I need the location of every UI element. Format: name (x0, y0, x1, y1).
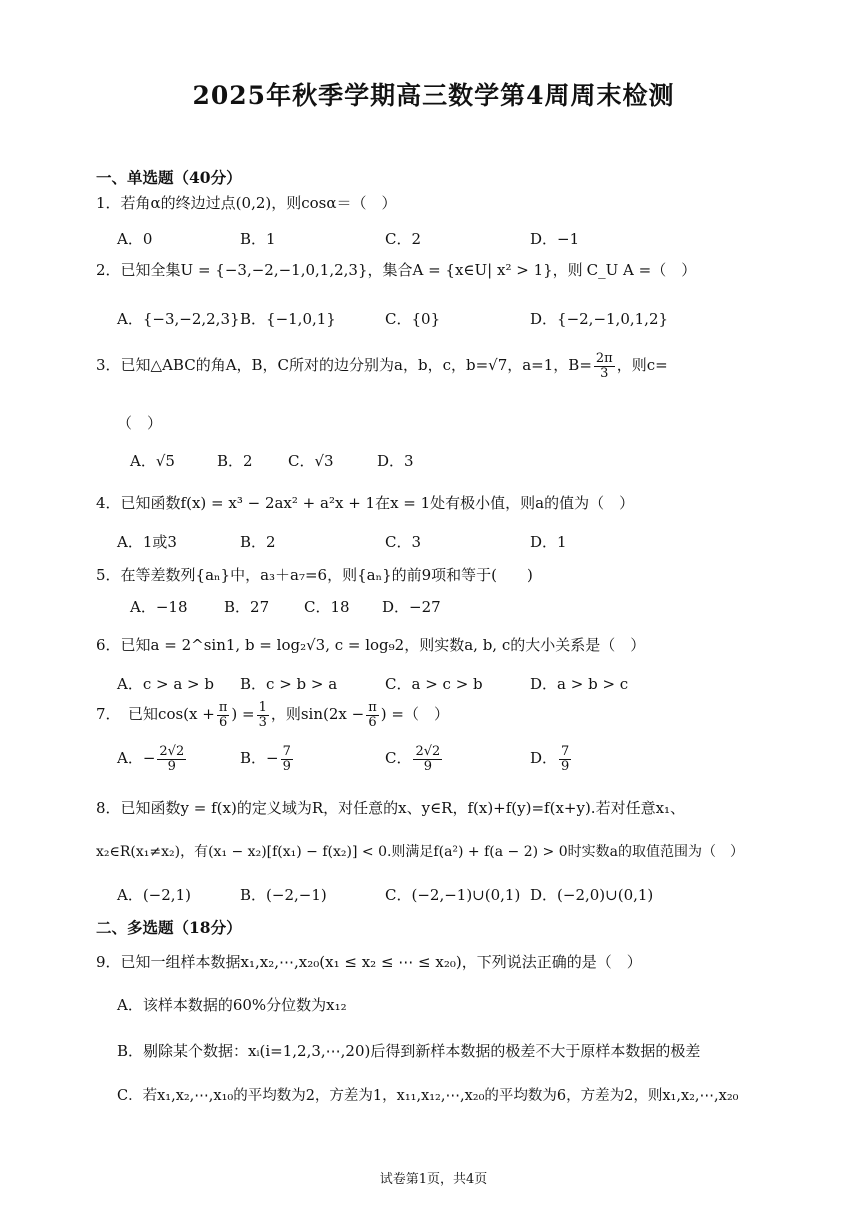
question-7-option-d-numerator: 7 (561, 744, 570, 759)
question-7-option-b-numerator: 7 (282, 744, 291, 759)
question-7-stem-b: ) = (231, 705, 255, 724)
question-8-option-c: C．(−2,−1)∪(0,1) (385, 886, 521, 904)
question-7-option-b (240, 745, 295, 773)
question-8-line-1: 8．已知函数y = f(x)的定义域为R，对任意的x、y∈R，f(x)+f(y)=f(x+y).若对任意x₁、 (96, 799, 686, 817)
question-7-option-a-prefix: A．− (117, 749, 156, 768)
question-7-option-b-prefix: B．− (240, 749, 279, 768)
question-3-option-d: D．3 (377, 452, 414, 470)
question-7-fraction-3-numerator: π (368, 700, 377, 715)
question-7-option-d-fraction (559, 745, 571, 773)
question-1-option-b: B．1 (240, 230, 276, 248)
question-3-paren: （ ） (117, 414, 163, 432)
question-7-option-b-denominator: 9 (282, 758, 291, 774)
question-7-fraction-1 (217, 701, 230, 729)
question-1-option-a: A．0 (117, 230, 153, 248)
question-2-stem (96, 259, 696, 280)
question-3-option-c: C．√3 (288, 452, 334, 470)
question-7-fraction-2 (257, 701, 269, 729)
question-9-option-c: C．若x₁,x₂,⋯,x₁₀的平均数为2，方差为1，x₁₁,x₁₂,⋯,x₂₀的平均数为6，方差为2，则x₁,x₂,⋯,x₂₀ (117, 1088, 739, 1104)
question-5-option-a: A．−18 (130, 598, 188, 616)
question-7-option-c (385, 745, 444, 773)
question-5-stem: 5．在等差数列{aₙ}中，a₃＋a₇=6，则{aₙ}的前9项和等于( ) (96, 566, 533, 584)
question-7-stem (96, 701, 449, 729)
question-1-option-c: C．2 (385, 230, 422, 248)
question-2-option-c: C．{0} (385, 310, 441, 328)
question-2-stem-tail: C_U A =（ ） (586, 261, 697, 279)
question-7-stem-a: 7． 已知cos(x + (96, 705, 215, 724)
question-8-option-a: A．(−2,1) (117, 886, 191, 904)
question-3-stem-tail: ，则c= (616, 356, 668, 375)
question-9-option-a: A．该样本数据的60%分位数为x₁₂ (117, 996, 347, 1014)
question-7-option-a-denominator: 9 (167, 758, 176, 774)
question-6-option-d: D．a > b > c (530, 675, 629, 693)
question-3-stem (96, 352, 668, 380)
question-7-fraction-3 (366, 701, 379, 729)
question-8-line-2: x₂∈R(x₁≠x₂)，有(x₁ − x₂)[f(x₁) − f(x₂)] < 0.则满足f(a²) + f(a − 2) > 0时实数a的取值范围为（ ） (96, 844, 744, 860)
question-3-fraction-denominator: 3 (600, 365, 609, 381)
question-3-fraction (594, 352, 615, 380)
question-7-fraction-3-denominator: 6 (368, 714, 377, 730)
section-heading-multi: 二、多选题（18分） (96, 918, 242, 937)
question-4-option-b: B．2 (240, 533, 276, 551)
question-2-option-a: A．{−3,−2,2,3} (117, 310, 240, 328)
question-7-option-a-numerator: 2√2 (159, 744, 185, 759)
page-title: 2025年秋季学期高三数学第4周周末检测 (192, 81, 675, 110)
question-9-stem: 9．已知一组样本数据x₁,x₂,⋯,x₂₀(x₁ ≤ x₂ ≤ ⋯ ≤ x₂₀)，下列说法正确的是（ ） (96, 953, 642, 971)
question-5-option-d: D．−27 (382, 598, 441, 616)
question-2-option-b: B．{−1,0,1} (240, 310, 336, 328)
section-heading-single: 一、单选题（40分） (96, 168, 242, 187)
question-6-option-b: B．c > b > a (240, 675, 338, 693)
question-8-option-b: B．(−2,−1) (240, 886, 327, 904)
question-7-stem-c: ，则sin(2x − (270, 705, 365, 724)
question-1-stem: 1．若角α的终边过点(0,2)，则cosα＝（ ） (96, 194, 397, 212)
question-7-option-d-prefix: D． (530, 749, 558, 768)
question-6-option-a: A．c > a > b (117, 675, 214, 693)
question-4-stem: 4．已知函数f(x) = x³ − 2ax² + a²x + 1在x = 1处有极小值，则a的值为（ ） (96, 494, 635, 512)
question-7-fraction-1-numerator: π (218, 700, 228, 715)
question-4-option-a: A．1或3 (117, 533, 177, 551)
question-7-option-c-fraction (413, 745, 442, 773)
question-4-option-c: C．3 (385, 533, 422, 551)
question-3-option-a: A．√5 (130, 452, 175, 470)
question-7-option-c-numerator: 2√2 (415, 744, 441, 759)
question-3-fraction-numerator: 2π (595, 351, 613, 366)
question-7-fraction-2-numerator: 1 (258, 700, 267, 715)
question-9-option-b: B．剔除某个数据：xᵢ(i=1,2,3,⋯,20)后得到新样本数据的极差不大于原样本数据的极差 (117, 1042, 701, 1060)
page-footer: 试卷第1页，共4页 (379, 1172, 488, 1187)
question-7-stem-d: ) =（ ） (380, 705, 449, 724)
question-7-option-d (530, 745, 573, 773)
question-7-option-a (117, 745, 188, 773)
question-5-option-c: C．18 (304, 598, 350, 616)
question-3-option-b: B．2 (217, 452, 253, 470)
question-7-option-a-fraction (157, 745, 186, 773)
question-7-option-c-prefix: C． (385, 749, 412, 768)
question-6-stem: 6．已知a = 2^sin1, b = log₂√3, c = log₉2，则实数a, b, c的大小关系是（ ） (96, 636, 646, 654)
question-7-fraction-1-denominator: 6 (218, 714, 228, 730)
question-7-option-d-denominator: 9 (561, 758, 570, 774)
question-5-option-b: B．27 (224, 598, 270, 616)
question-2-stem-text: 2．已知全集U = {−3,−2,−1,0,1,2,3}，集合A = {x∈U| x² > 1}，则 (96, 261, 583, 279)
question-8-option-d: D．(−2,0)∪(0,1) (530, 886, 654, 904)
question-7-option-b-fraction (281, 745, 293, 773)
question-7-option-c-denominator: 9 (423, 758, 433, 774)
question-4-option-d: D．1 (530, 533, 567, 551)
question-6-option-c: C．a > c > b (385, 675, 483, 693)
question-3-stem-text: 3．已知△ABC的角A，B，C所对的边分别为a，b，c，b=√7，a=1，B= (96, 356, 592, 375)
question-2-option-d: D．{−2,−1,0,1,2} (530, 310, 669, 328)
question-7-fraction-2-denominator: 3 (258, 714, 267, 730)
question-1-option-d: D．−1 (530, 230, 580, 248)
